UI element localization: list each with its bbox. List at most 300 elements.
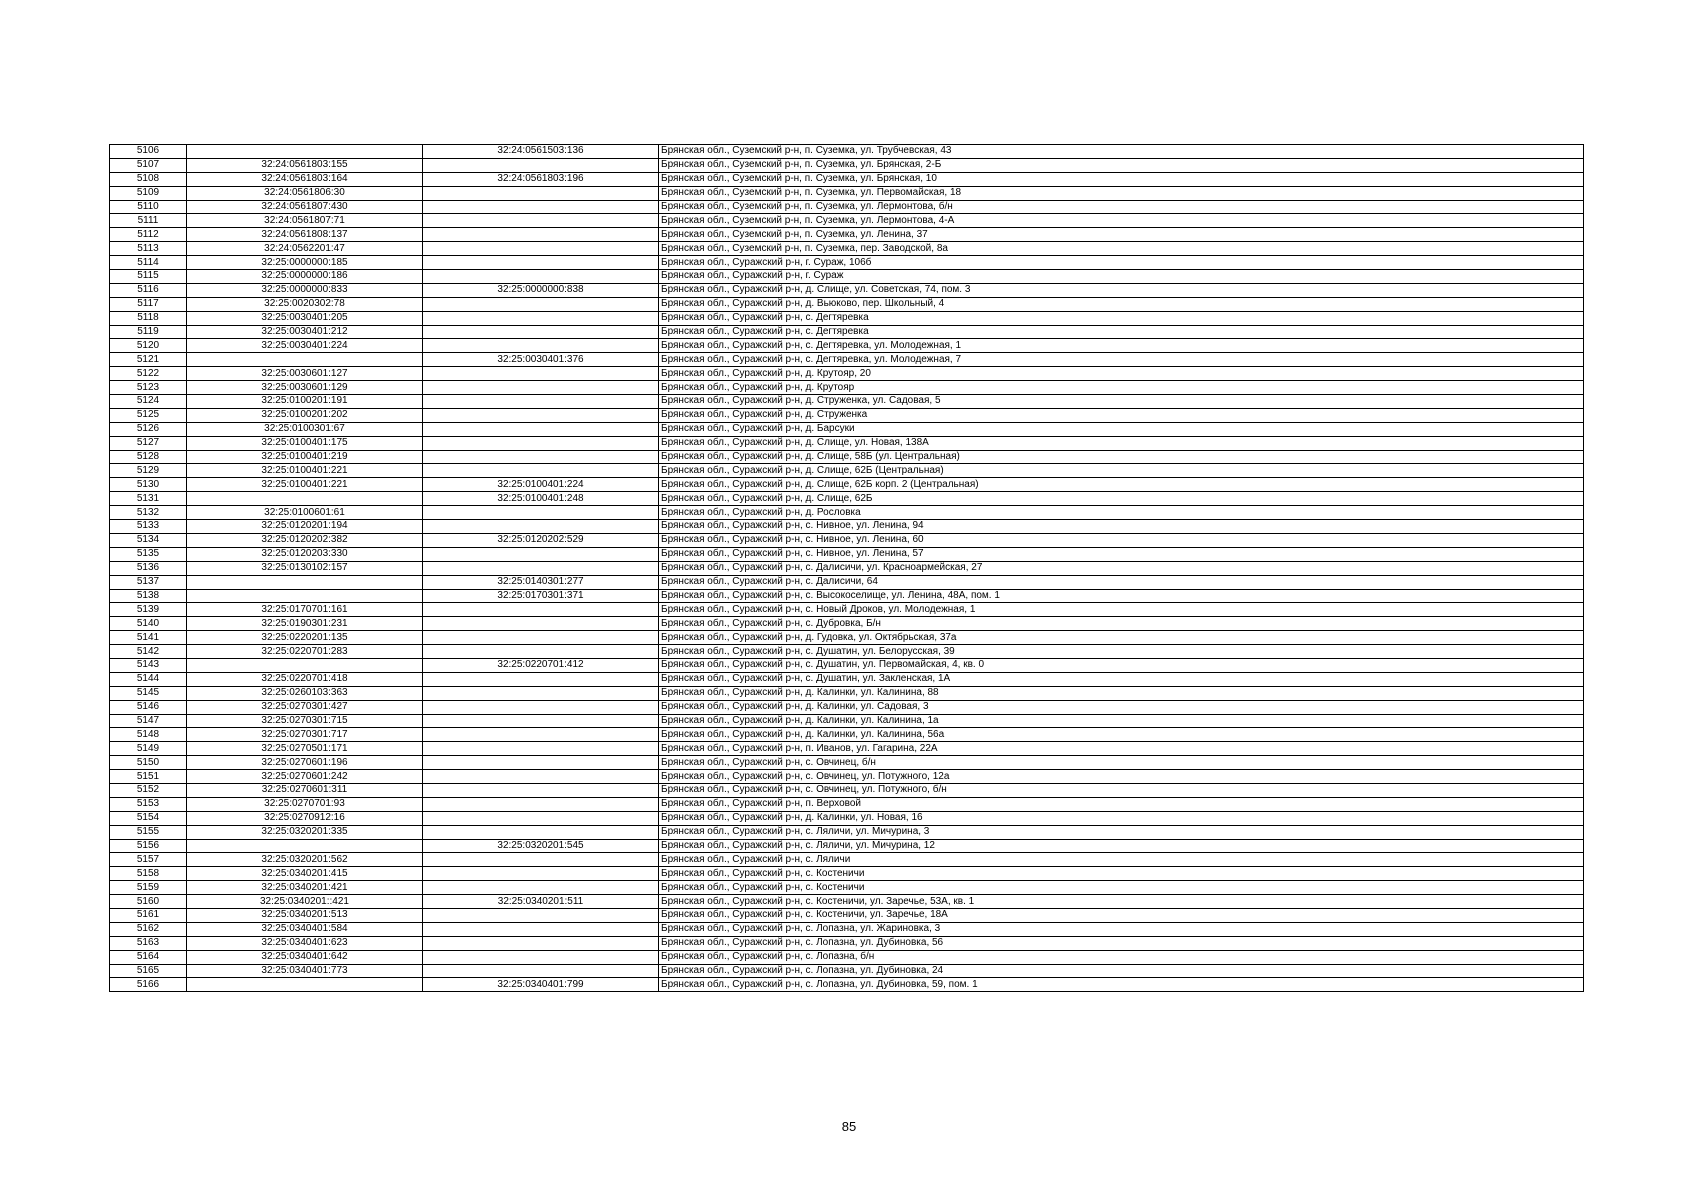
cadastral-number-cell: 32:25:0320201:562 [187, 853, 423, 867]
row-number-cell: 5123 [110, 381, 187, 395]
cadastral-number-cell: 32:25:0100601:61 [187, 506, 423, 520]
linked-cadastral-number-cell: 32:25:0320201:545 [423, 839, 659, 853]
linked-cadastral-number-cell: 32:25:0140301:277 [423, 575, 659, 589]
address-cell: Брянская обл., Суражский р-н, д. Струженка, ул. Садовая, 5 [659, 395, 1584, 409]
cadastral-number-cell: 32:25:0340401:584 [187, 922, 423, 936]
address-cell: Брянская обл., Суражский р-н, д. Слище, 62Б корп. 2 (Центральная) [659, 478, 1584, 492]
address-cell: Брянская обл., Суражский р-н, г. Сураж, 106б [659, 256, 1584, 270]
row-number-cell: 5124 [110, 395, 187, 409]
row-number-cell: 5133 [110, 520, 187, 534]
table-row [110, 339, 1584, 353]
page-number: 85 [841, 1119, 857, 1134]
table-row [110, 325, 1584, 339]
address-cell: Брянская обл., Суражский р-н, с. Дегтяревка [659, 325, 1584, 339]
table-row [110, 464, 1584, 478]
row-number-cell: 5149 [110, 742, 187, 756]
linked-cadastral-number-cell [423, 200, 659, 214]
table-row [110, 964, 1584, 978]
cadastral-number-cell: 32:25:0220701:283 [187, 645, 423, 659]
table-row [110, 561, 1584, 575]
address-cell: Брянская обл., Суражский р-н, с. Костеничи, ул. Заречье, 18А [659, 908, 1584, 922]
linked-cadastral-number-cell [423, 672, 659, 686]
row-number-cell: 5153 [110, 797, 187, 811]
address-cell: Брянская обл., Суражский р-н, с. Овчинец, ул. Потужного, 12а [659, 770, 1584, 784]
cadastral-number-cell: 32:25:0340401:623 [187, 936, 423, 950]
linked-cadastral-number-cell [423, 325, 659, 339]
address-cell: Брянская обл., Суражский р-н, г. Сураж [659, 270, 1584, 284]
linked-cadastral-number-cell [423, 256, 659, 270]
table-row [110, 617, 1584, 631]
row-number-cell: 5113 [110, 242, 187, 256]
row-number-cell: 5160 [110, 895, 187, 909]
row-number-cell: 5155 [110, 825, 187, 839]
address-cell: Брянская обл., Суражский р-н, д. Калинки, ул. Новая, 16 [659, 811, 1584, 825]
linked-cadastral-number-cell: 32:25:0170301:371 [423, 589, 659, 603]
address-cell: Брянская обл., Суражский р-н, с. Лопазна, ул. Дубиновка, 24 [659, 964, 1584, 978]
address-cell: Брянская обл., Суражский р-н, с. Далисичи, ул. Красноармейская, 27 [659, 561, 1584, 575]
cadastral-number-cell: 32:24:0561808:137 [187, 228, 423, 242]
linked-cadastral-number-cell [423, 936, 659, 950]
linked-cadastral-number-cell [423, 811, 659, 825]
row-number-cell: 5148 [110, 728, 187, 742]
cadastral-number-cell: 32:25:0030401:212 [187, 325, 423, 339]
table-row [110, 506, 1584, 520]
row-number-cell: 5126 [110, 422, 187, 436]
linked-cadastral-number-cell [423, 783, 659, 797]
cadastral-number-cell: 32:25:0340201::421 [187, 895, 423, 909]
row-number-cell: 5115 [110, 270, 187, 284]
address-cell: Брянская обл., Суражский р-н, д. Рословка [659, 506, 1584, 520]
linked-cadastral-number-cell [423, 158, 659, 172]
table-row [110, 283, 1584, 297]
cadastral-number-cell: 32:24:0561806:30 [187, 186, 423, 200]
address-cell: Брянская обл., Суземский р-н, п. Суземка, ул. Брянская, 10 [659, 172, 1584, 186]
cadastral-number-cell: 32:25:0120202:382 [187, 533, 423, 547]
row-number-cell: 5140 [110, 617, 187, 631]
address-cell: Брянская обл., Суражский р-н, д. Калинки, ул. Садовая, 3 [659, 700, 1584, 714]
cadastral-number-cell: 32:25:0020302:78 [187, 297, 423, 311]
address-cell: Брянская обл., Суражский р-н, д. Калинки, ул. Калинина, 1а [659, 714, 1584, 728]
cadastral-number-cell: 32:25:0270601:242 [187, 770, 423, 784]
address-cell: Брянская обл., Суражский р-н, с. Костеничи, ул. Заречье, 53А, кв. 1 [659, 895, 1584, 909]
row-number-cell: 5152 [110, 783, 187, 797]
row-number-cell: 5109 [110, 186, 187, 200]
table-row [110, 228, 1584, 242]
table-row [110, 478, 1584, 492]
address-cell: Брянская обл., Суземский р-н, п. Суземка, ул. Брянская, 2-Б [659, 158, 1584, 172]
linked-cadastral-number-cell: 32:24:0561803:196 [423, 172, 659, 186]
cadastral-number-cell: 32:25:0100301:67 [187, 422, 423, 436]
address-cell: Брянская обл., Суражский р-н, с. Костеничи [659, 881, 1584, 895]
cadastral-number-cell: 32:25:0270301:427 [187, 700, 423, 714]
linked-cadastral-number-cell [423, 797, 659, 811]
cadastral-number-cell: 32:25:0260103:363 [187, 686, 423, 700]
cadastral-number-cell: 32:24:0561803:164 [187, 172, 423, 186]
row-number-cell: 5143 [110, 658, 187, 672]
cadastral-number-cell: 32:25:0190301:231 [187, 617, 423, 631]
address-cell: Брянская обл., Суражский р-н, с. Ляличи, ул. Мичурина, 12 [659, 839, 1584, 853]
address-cell: Брянская обл., Суражский р-н, с. Лопазна, ул. Дубиновка, 59, пом. 1 [659, 978, 1584, 992]
table-row [110, 811, 1584, 825]
table-row [110, 297, 1584, 311]
address-cell: Брянская обл., Суражский р-н, с. Ляличи [659, 853, 1584, 867]
cadastral-number-cell: 32:25:0100201:202 [187, 408, 423, 422]
cadastral-number-cell: 32:25:0100401:219 [187, 450, 423, 464]
table-row [110, 686, 1584, 700]
table-row [110, 242, 1584, 256]
linked-cadastral-number-cell: 32:25:0340201:511 [423, 895, 659, 909]
row-number-cell: 5141 [110, 631, 187, 645]
table-row [110, 422, 1584, 436]
table-row [110, 158, 1584, 172]
address-cell: Брянская обл., Суражский р-н, с. Лопазна, ул. Дубиновка, 56 [659, 936, 1584, 950]
row-number-cell: 5122 [110, 367, 187, 381]
cadastral-number-cell: 32:24:0561807:71 [187, 214, 423, 228]
row-number-cell: 5117 [110, 297, 187, 311]
cadastral-number-cell: 32:25:0120203:330 [187, 547, 423, 561]
linked-cadastral-number-cell [423, 311, 659, 325]
linked-cadastral-number-cell: 32:25:0030401:376 [423, 353, 659, 367]
linked-cadastral-number-cell [423, 603, 659, 617]
cadastral-number-cell: 32:25:0220201:135 [187, 631, 423, 645]
row-number-cell: 5154 [110, 811, 187, 825]
row-number-cell: 5137 [110, 575, 187, 589]
address-cell: Брянская обл., Суражский р-н, д. Слище, 62Б (Центральная) [659, 464, 1584, 478]
cadastral-number-cell: 32:25:0000000:833 [187, 283, 423, 297]
address-cell: Брянская обл., Суземский р-н, п. Суземка, ул. Трубчевская, 43 [659, 145, 1584, 159]
address-cell: Брянская обл., Суражский р-н, д. Крутояр [659, 381, 1584, 395]
linked-cadastral-number-cell [423, 228, 659, 242]
linked-cadastral-number-cell [423, 645, 659, 659]
address-cell: Брянская обл., Суражский р-н, д. Слище, 58Б (ул. Центральная) [659, 450, 1584, 464]
table-row [110, 853, 1584, 867]
table-row [110, 825, 1584, 839]
address-cell: Брянская обл., Суземский р-н, п. Суземка, пер. Заводской, 8а [659, 242, 1584, 256]
cadastral-number-cell [187, 589, 423, 603]
linked-cadastral-number-cell [423, 617, 659, 631]
table-row [110, 214, 1584, 228]
row-number-cell: 5159 [110, 881, 187, 895]
linked-cadastral-number-cell [423, 395, 659, 409]
address-cell: Брянская обл., Суражский р-н, с. Нивное, ул. Ленина, 94 [659, 520, 1584, 534]
address-cell: Брянская обл., Суражский р-н, с. Высокоселище, ул. Ленина, 48А, пом. 1 [659, 589, 1584, 603]
cadastral-number-cell: 32:25:0100401:221 [187, 464, 423, 478]
row-number-cell: 5156 [110, 839, 187, 853]
row-number-cell: 5151 [110, 770, 187, 784]
cadastral-number-cell: 32:25:0270601:311 [187, 783, 423, 797]
row-number-cell: 5114 [110, 256, 187, 270]
row-number-cell: 5118 [110, 311, 187, 325]
address-cell: Брянская обл., Суражский р-н, с. Душатин, ул. Закленская, 1А [659, 672, 1584, 686]
address-cell: Брянская обл., Суражский р-н, с. Нивное, ул. Ленина, 57 [659, 547, 1584, 561]
address-cell: Брянская обл., Суражский р-н, п. Верховой [659, 797, 1584, 811]
linked-cadastral-number-cell [423, 742, 659, 756]
row-number-cell: 5158 [110, 867, 187, 881]
linked-cadastral-number-cell: 32:25:0100401:224 [423, 478, 659, 492]
cadastral-number-cell: 32:24:0561807:430 [187, 200, 423, 214]
row-number-cell: 5166 [110, 978, 187, 992]
cadastral-number-cell: 32:25:0000000:186 [187, 270, 423, 284]
linked-cadastral-number-cell [423, 964, 659, 978]
linked-cadastral-number-cell [423, 186, 659, 200]
linked-cadastral-number-cell [423, 686, 659, 700]
table-row [110, 742, 1584, 756]
address-cell: Брянская обл., Суражский р-н, д. Калинки, ул. Калинина, 88 [659, 686, 1584, 700]
linked-cadastral-number-cell: 32:25:0220701:412 [423, 658, 659, 672]
cadastral-number-cell: 32:25:0270701:93 [187, 797, 423, 811]
linked-cadastral-number-cell [423, 770, 659, 784]
row-number-cell: 5147 [110, 714, 187, 728]
address-cell: Брянская обл., Суражский р-н, д. Слище, 62Б [659, 492, 1584, 506]
linked-cadastral-number-cell [423, 367, 659, 381]
address-cell: Брянская обл., Суражский р-н, д. Калинки, ул. Калинина, 56а [659, 728, 1584, 742]
address-cell: Брянская обл., Суражский р-н, с. Новый Дроков, ул. Молодежная, 1 [659, 603, 1584, 617]
linked-cadastral-number-cell [423, 881, 659, 895]
cadastral-number-cell: 32:25:0340401:773 [187, 964, 423, 978]
address-cell: Брянская обл., Суражский р-н, с. Далисичи, 64 [659, 575, 1584, 589]
table-row [110, 450, 1584, 464]
cadastral-number-cell: 32:25:0130102:157 [187, 561, 423, 575]
table-row [110, 922, 1584, 936]
row-number-cell: 5139 [110, 603, 187, 617]
address-cell: Брянская обл., Суражский р-н, с. Лопазна, б/н [659, 950, 1584, 964]
linked-cadastral-number-cell [423, 756, 659, 770]
row-number-cell: 5150 [110, 756, 187, 770]
table-row [110, 408, 1584, 422]
table-row [110, 436, 1584, 450]
linked-cadastral-number-cell [423, 506, 659, 520]
table-row [110, 936, 1584, 950]
table-row [110, 867, 1584, 881]
row-number-cell: 5119 [110, 325, 187, 339]
address-cell: Брянская обл., Суражский р-н, д. Вьюково, пер. Школьный, 4 [659, 297, 1584, 311]
linked-cadastral-number-cell: 32:25:0100401:248 [423, 492, 659, 506]
cadastral-number-cell: 32:25:0120201:194 [187, 520, 423, 534]
address-cell: Брянская обл., Суражский р-н, с. Овчинец, б/н [659, 756, 1584, 770]
row-number-cell: 5127 [110, 436, 187, 450]
address-cell: Брянская обл., Суражский р-н, д. Слище, ул. Советская, 74, пом. 3 [659, 283, 1584, 297]
linked-cadastral-number-cell: 32:25:0340401:799 [423, 978, 659, 992]
cadastral-number-cell: 32:25:0340201:415 [187, 867, 423, 881]
table-row [110, 658, 1584, 672]
cadastral-number-cell [187, 658, 423, 672]
table-row [110, 908, 1584, 922]
row-number-cell: 5129 [110, 464, 187, 478]
row-number-cell: 5136 [110, 561, 187, 575]
linked-cadastral-number-cell [423, 450, 659, 464]
table-row [110, 783, 1584, 797]
cadastral-number-cell: 32:25:0270301:717 [187, 728, 423, 742]
address-cell: Брянская обл., Суражский р-н, д. Барсуки [659, 422, 1584, 436]
row-number-cell: 5134 [110, 533, 187, 547]
row-number-cell: 5157 [110, 853, 187, 867]
table-row [110, 172, 1584, 186]
table-row [110, 728, 1584, 742]
table-row [110, 978, 1584, 992]
row-number-cell: 5145 [110, 686, 187, 700]
table-row [110, 353, 1584, 367]
table-row [110, 839, 1584, 853]
row-number-cell: 5111 [110, 214, 187, 228]
linked-cadastral-number-cell [423, 422, 659, 436]
cadastral-number-cell [187, 575, 423, 589]
registry-table-body [110, 145, 1584, 992]
linked-cadastral-number-cell [423, 853, 659, 867]
address-cell: Брянская обл., Суражский р-н, с. Нивное, ул. Ленина, 60 [659, 533, 1584, 547]
cadastral-number-cell: 32:25:0030401:205 [187, 311, 423, 325]
table-row [110, 186, 1584, 200]
linked-cadastral-number-cell [423, 339, 659, 353]
row-number-cell: 5120 [110, 339, 187, 353]
table-row [110, 381, 1584, 395]
address-cell: Брянская обл., Суражский р-н, с. Душатин, ул. Белорусская, 39 [659, 645, 1584, 659]
linked-cadastral-number-cell [423, 381, 659, 395]
linked-cadastral-number-cell [423, 825, 659, 839]
linked-cadastral-number-cell: 32:25:0120202:529 [423, 533, 659, 547]
cadastral-number-cell: 32:25:0100401:175 [187, 436, 423, 450]
row-number-cell: 5162 [110, 922, 187, 936]
address-cell: Брянская обл., Суражский р-н, д. Слище, ул. Новая, 138А [659, 436, 1584, 450]
linked-cadastral-number-cell [423, 242, 659, 256]
address-cell: Брянская обл., Суражский р-н, с. Дегтяревка [659, 311, 1584, 325]
cadastral-number-cell: 32:25:0270601:196 [187, 756, 423, 770]
table-row [110, 770, 1584, 784]
cadastral-number-cell: 32:24:0561803:155 [187, 158, 423, 172]
table-row [110, 533, 1584, 547]
table-row [110, 950, 1584, 964]
address-cell: Брянская обл., Суражский р-н, с. Дегтяревка, ул. Молодежная, 7 [659, 353, 1584, 367]
table-row [110, 714, 1584, 728]
table-row [110, 547, 1584, 561]
linked-cadastral-number-cell [423, 408, 659, 422]
table-row [110, 520, 1584, 534]
table-row [110, 145, 1584, 159]
row-number-cell: 5110 [110, 200, 187, 214]
linked-cadastral-number-cell [423, 464, 659, 478]
cadastral-number-cell: 32:25:0030601:129 [187, 381, 423, 395]
linked-cadastral-number-cell [423, 520, 659, 534]
address-cell: Брянская обл., Суражский р-н, с. Душатин, ул. Первомайская, 4, кв. 0 [659, 658, 1584, 672]
table-row [110, 603, 1584, 617]
table-row [110, 589, 1584, 603]
row-number-cell: 5112 [110, 228, 187, 242]
row-number-cell: 5161 [110, 908, 187, 922]
cadastral-number-cell: 32:25:0170701:161 [187, 603, 423, 617]
table-row [110, 700, 1584, 714]
linked-cadastral-number-cell [423, 728, 659, 742]
row-number-cell: 5163 [110, 936, 187, 950]
cadastral-number-cell: 32:24:0562201:47 [187, 242, 423, 256]
table-row [110, 395, 1584, 409]
table-row [110, 200, 1584, 214]
row-number-cell: 5142 [110, 645, 187, 659]
cadastral-number-cell [187, 839, 423, 853]
linked-cadastral-number-cell [423, 297, 659, 311]
row-number-cell: 5144 [110, 672, 187, 686]
cadastral-number-cell: 32:25:0100201:191 [187, 395, 423, 409]
linked-cadastral-number-cell [423, 714, 659, 728]
linked-cadastral-number-cell [423, 214, 659, 228]
table-row [110, 492, 1584, 506]
cadastral-number-cell: 32:25:0030401:224 [187, 339, 423, 353]
row-number-cell: 5138 [110, 589, 187, 603]
address-cell: Брянская обл., Суземский р-н, п. Суземка, ул. Ленина, 37 [659, 228, 1584, 242]
cadastral-number-cell [187, 145, 423, 159]
linked-cadastral-number-cell: 32:24:0561503:136 [423, 145, 659, 159]
address-cell: Брянская обл., Суражский р-н, с. Овчинец, ул. Потужного, б/н [659, 783, 1584, 797]
table-row [110, 645, 1584, 659]
table-row [110, 631, 1584, 645]
table-row [110, 367, 1584, 381]
row-number-cell: 5164 [110, 950, 187, 964]
row-number-cell: 5107 [110, 158, 187, 172]
linked-cadastral-number-cell [423, 547, 659, 561]
linked-cadastral-number-cell [423, 950, 659, 964]
cadastral-number-cell: 32:25:0320201:335 [187, 825, 423, 839]
linked-cadastral-number-cell [423, 908, 659, 922]
cadastral-number-cell: 32:25:0000000:185 [187, 256, 423, 270]
table-row [110, 256, 1584, 270]
cadastral-number-cell [187, 353, 423, 367]
row-number-cell: 5135 [110, 547, 187, 561]
address-cell: Брянская обл., Суземский р-н, п. Суземка, ул. Первомайская, 18 [659, 186, 1584, 200]
cadastral-number-cell: 32:25:0270301:715 [187, 714, 423, 728]
table-row [110, 575, 1584, 589]
linked-cadastral-number-cell [423, 436, 659, 450]
cadastral-number-cell: 32:25:0270912:16 [187, 811, 423, 825]
address-cell: Брянская обл., Суражский р-н, с. Дегтяревка, ул. Молодежная, 1 [659, 339, 1584, 353]
cadastral-number-cell: 32:25:0220701:418 [187, 672, 423, 686]
table-row [110, 270, 1584, 284]
cadastral-number-cell [187, 492, 423, 506]
cadastral-number-cell: 32:25:0270501:171 [187, 742, 423, 756]
address-cell: Брянская обл., Суземский р-н, п. Суземка, ул. Лермонтова, б/н [659, 200, 1584, 214]
row-number-cell: 5131 [110, 492, 187, 506]
linked-cadastral-number-cell [423, 867, 659, 881]
row-number-cell: 5165 [110, 964, 187, 978]
linked-cadastral-number-cell [423, 631, 659, 645]
table-row [110, 756, 1584, 770]
row-number-cell: 5116 [110, 283, 187, 297]
row-number-cell: 5132 [110, 506, 187, 520]
address-cell: Брянская обл., Суражский р-н, д. Струженка [659, 408, 1584, 422]
linked-cadastral-number-cell [423, 700, 659, 714]
table-row [110, 895, 1584, 909]
cadastral-number-cell: 32:25:0100401:221 [187, 478, 423, 492]
row-number-cell: 5130 [110, 478, 187, 492]
row-number-cell: 5121 [110, 353, 187, 367]
address-cell: Брянская обл., Суражский р-н, п. Иванов, ул. Гагарина, 22А [659, 742, 1584, 756]
row-number-cell: 5146 [110, 700, 187, 714]
row-number-cell: 5128 [110, 450, 187, 464]
linked-cadastral-number-cell: 32:25:0000000:838 [423, 283, 659, 297]
linked-cadastral-number-cell [423, 922, 659, 936]
address-cell: Брянская обл., Суземский р-н, п. Суземка, ул. Лермонтова, 4-А [659, 214, 1584, 228]
registry-table [109, 144, 1584, 992]
address-cell: Брянская обл., Суражский р-н, с. Костеничи [659, 867, 1584, 881]
table-row [110, 311, 1584, 325]
address-cell: Брянская обл., Суражский р-н, д. Крутояр, 20 [659, 367, 1584, 381]
row-number-cell: 5108 [110, 172, 187, 186]
cadastral-number-cell [187, 978, 423, 992]
linked-cadastral-number-cell [423, 270, 659, 284]
linked-cadastral-number-cell [423, 561, 659, 575]
cadastral-number-cell: 32:25:0340401:642 [187, 950, 423, 964]
row-number-cell: 5125 [110, 408, 187, 422]
table-row [110, 672, 1584, 686]
address-cell: Брянская обл., Суражский р-н, с. Дубровка, Б/н [659, 617, 1584, 631]
cadastral-number-cell: 32:25:0340201:421 [187, 881, 423, 895]
